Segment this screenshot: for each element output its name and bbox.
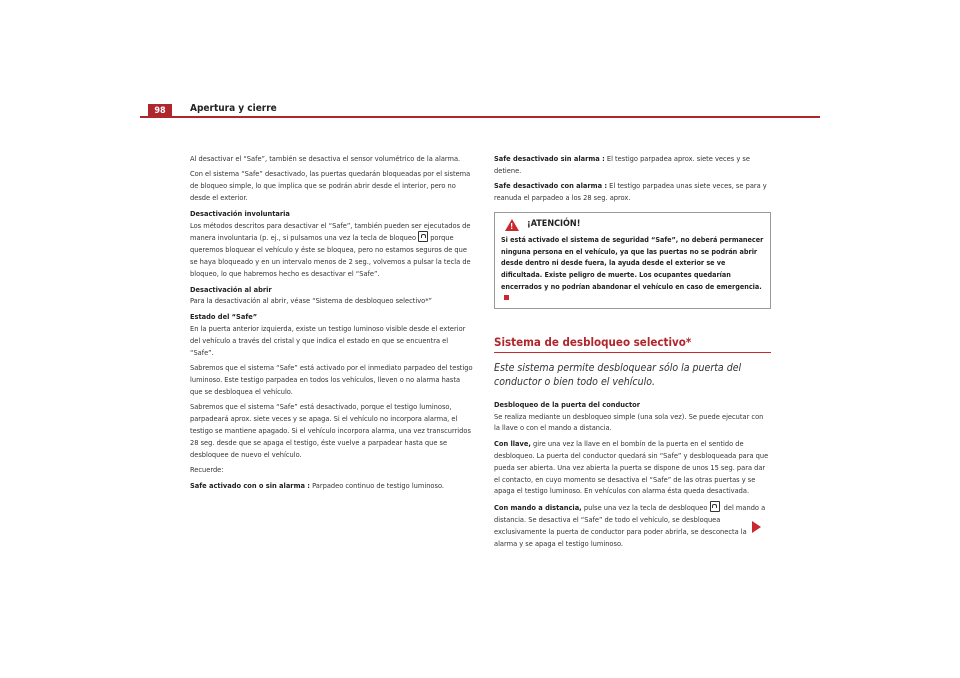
subheading: Estado del “Safe” <box>190 311 258 321</box>
paragraph: Al desactivar el “Safe”, también se desactiva el sensor volumétrico de la alarma. <box>190 154 461 163</box>
section-title: Sistema de desbloqueo selectivo* <box>494 337 771 353</box>
lock-key-icon <box>418 231 428 242</box>
warning-text: Si está activado el sistema de seguridad “Safe”, no deberá permanecer ninguna persona en el vehículo, ya que las puertas no se podrán abrir desde dentro ni desde fuera, la ayuda desde el exterior se ve dificultada. Existe peligro de muerte. Los ocupantes quedarían encerrados y no podrían abandonar el vehículo en caso de emergencia. <box>501 234 764 304</box>
paragraph: Con llave, gire una vez la llave en el bombín de la puerta en el sentido de desbloqueo. La puerta del conductor quedará sin “Safe” y desbloqueada para que pueda ser abierta. Una vez abierta la puerta se dispone de unos 15 seg. para dar el contacto, en cuyo momento se desactiva el “Safe” de las otras puertas y se apaga el testigo luminoso. En vehículos con alarma ésta queda desactivada. <box>494 438 769 496</box>
end-marker-icon <box>504 295 509 300</box>
paragraph: Se realiza mediante un desbloqueo simple (una sola vez). Se puede ejecutar con la llave o con el mando a distancia. <box>494 411 764 433</box>
paragraph: Sabremos que el sistema “Safe” está activado por el inmediato parpadeo del testigo luminoso. Este testigo parpadea en todos los vehículos, lleven o no alarma hasta que se desbloquea el vehículo. <box>190 363 473 396</box>
paragraph: Los métodos descritos para desactivar el “Safe”, también pueden ser ejecutados de manera involuntaria (p. ej., si pulsamos una vez la tecla de bloqueo porque queremos bloquear el vehículo y éste se bloquea, pero no estamos seguros de que se haya bloqueado y en un intervalo menos de 2 seg., volvemos a pulsar la tecla de bloqueo, lo que habremos hecho es desactivar el “Safe”. <box>190 220 471 279</box>
paragraph: Recuerde: <box>190 465 224 475</box>
paragraph: Safe desactivado con alarma : El testigo parpadea unas siete veces, se para y reanuda el parpadeo a los 28 seg. aprox. <box>494 181 767 203</box>
subheading: Desactivación al abrir <box>190 284 272 294</box>
paragraph: Safe desactivado sin alarma : El testigo parpadea aprox. siete veces y se detiene. <box>494 154 750 175</box>
chapter-title: Apertura y cierre <box>190 103 277 114</box>
warning-title: ¡ATENCIÓN! <box>527 219 581 230</box>
right-column <box>494 153 771 553</box>
paragraph: Con el sistema “Safe” desactivado, las puertas quedarán bloqueadas por el sistema de bloqueo simple, lo que implica que se podrán abrir desde el interior, pero no desde el exterior. <box>190 169 471 203</box>
section-subtitle: Este sistema permite desbloquear sólo la puerta del conductor o bien todo el vehículo. <box>494 361 742 388</box>
page-number: 98 <box>148 104 172 118</box>
paragraph: Sabremos que el sistema “Safe” está desactivado, porque el testigo luminoso, parpadeará aprox. siete veces y se apaga. Si el vehículo no incorpora alarma, el testigo se mantiene apagado. Si el vehículo incorpora alarma, una vez transcurridos 28 seg. desde que se apaga el testigo, éste vuelve a parpadear hasta que se desbloquee de nuevo el vehículo. <box>190 402 471 459</box>
unlock-key-icon <box>710 501 720 512</box>
paragraph: Para la desactivación al abrir, véase “Sistema de desbloqueo selectivo*” <box>190 296 432 306</box>
warning-box <box>494 212 771 309</box>
paragraph: Con mando a distancia, pulse una vez la tecla de desbloqueo del mando a distancia. Se desactiva el “Safe” de todo el vehículo, se desbloquea exclusivamente la puerta de conductor para poder abrirla, se desconecta la alarma y se apaga el testigo luminoso. <box>494 502 766 548</box>
paragraph: Safe activado con o sin alarma : Parpadeo continuo de testigo luminoso. <box>190 480 445 490</box>
next-page-arrow-icon <box>752 521 761 533</box>
left-column <box>190 153 473 495</box>
paragraph: En la puerta anterior izquierda, existe un testigo luminoso visible desde el exterior del vehículo a través del cristal y que indica el estado en que se encuentra el “Safe”. <box>190 323 466 357</box>
subheading: Desbloqueo de la puerta del conductor <box>494 399 640 409</box>
header-rule <box>140 116 820 118</box>
warning-triangle-icon <box>505 219 519 231</box>
subheading: Desactivación involuntaria <box>190 208 290 218</box>
